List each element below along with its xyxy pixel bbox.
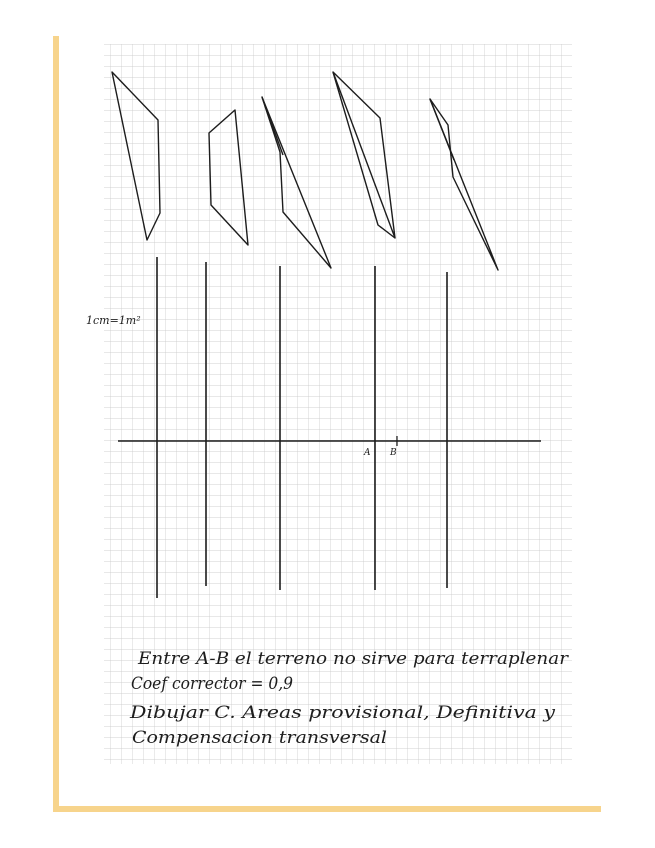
point-a-label: A: [364, 448, 371, 458]
point-b-label: B: [390, 448, 397, 458]
paper-border-left: [53, 36, 59, 812]
paper-border-bottom: [53, 806, 601, 812]
note-line-4: Compensacion transversal: [132, 728, 387, 748]
note-line-2: Coef corrector = 0,9: [131, 674, 294, 694]
note-line-3: Dibujar C. Areas provisional, Definitiva y: [128, 703, 556, 723]
note-line-1: Entre A-B el terreno no sirve para terraplenar: [136, 649, 569, 669]
scale-note: 1cm=1m²: [86, 314, 141, 327]
